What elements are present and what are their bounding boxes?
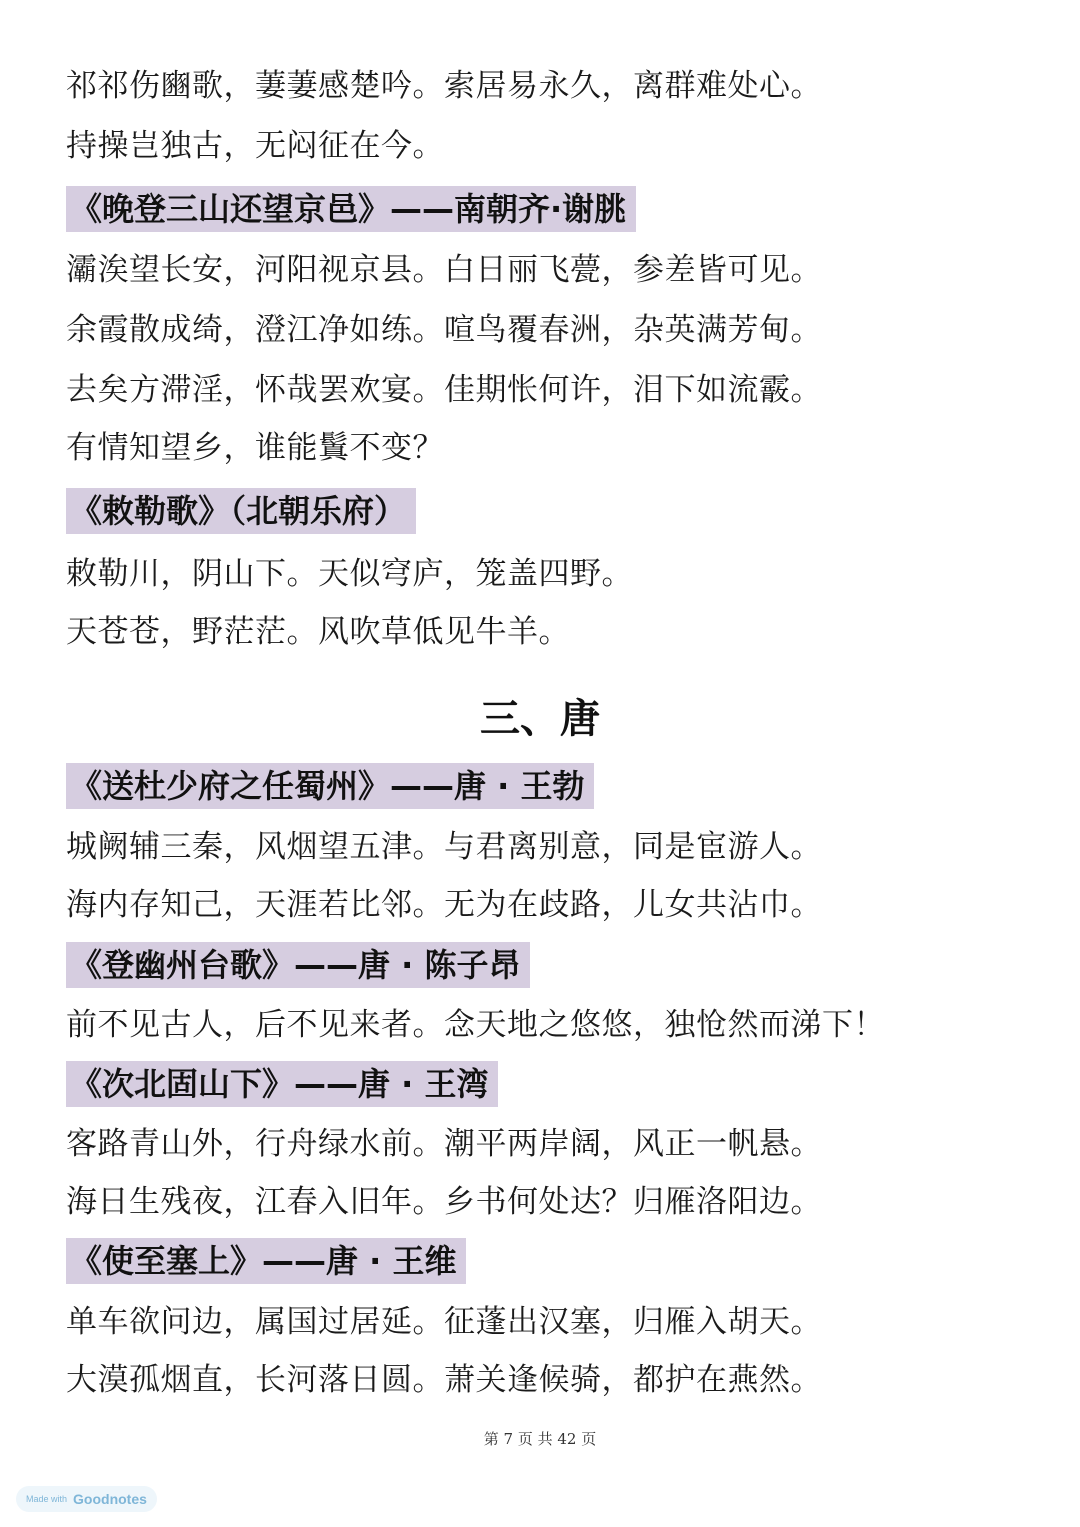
poem-line: 单车欲问边，属国过居延。征蓬出汉塞，归雁入胡天。 bbox=[66, 1304, 822, 1340]
goodnotes-badge bbox=[16, 1486, 157, 1512]
poem-line: 祁祁伤豳歌，萋萋感楚吟。索居易永久，离群难处心。 bbox=[66, 68, 822, 104]
poem-line: 敕勒川，阴山下。天似穹庐，笼盖四野。 bbox=[66, 556, 633, 592]
poem-line: 余霞散成绮，澄江净如练。喧鸟覆春洲，杂英满芳甸。 bbox=[66, 312, 822, 348]
poem-line: 城阙辅三秦，风烟望五津。与君离别意，同是宦游人。 bbox=[66, 829, 822, 865]
poem-line: 灞涘望长安，河阳视京县。白日丽飞甍，参差皆可见。 bbox=[66, 252, 822, 288]
poem-line: 大漠孤烟直，长河落日圆。萧关逢候骑，都护在燕然。 bbox=[66, 1362, 822, 1398]
poem-line: 海日生残夜，江春入旧年。乡书何处达？归雁洛阳边。 bbox=[66, 1184, 822, 1220]
section-heading: 三、唐 bbox=[480, 696, 600, 742]
page-footer: 第 7 页 共 42 页 bbox=[483, 1430, 597, 1448]
poem-line: 有情知望乡，谁能鬒不变？ bbox=[66, 430, 444, 466]
poem-line: 持操岂独古，无闷征在今。 bbox=[66, 128, 444, 164]
badge-brand: Goodnotes bbox=[73, 1491, 147, 1507]
poem-title: 《次北固山下》——唐 · 王湾 bbox=[66, 1061, 498, 1107]
poem-title: 《送杜少府之任蜀州》——唐 · 王勃 bbox=[66, 763, 594, 809]
poem-line: 天苍苍，野茫茫。风吹草低见牛羊。 bbox=[66, 614, 570, 650]
badge-prefix: Made with bbox=[26, 1494, 68, 1504]
poem-line: 去矣方滞淫，怀哉罢欢宴。佳期怅何许，泪下如流霰。 bbox=[66, 372, 822, 408]
poem-title: 《敕勒歌》（北朝乐府） bbox=[66, 488, 416, 534]
poem-line: 客路青山外，行舟绿水前。潮平两岸阔，风正一帆悬。 bbox=[66, 1126, 822, 1162]
poem-line: 前不见古人，后不见来者。念天地之悠悠，独怆然而涕下！ bbox=[66, 1007, 885, 1043]
poem-title: 《晚登三山还望京邑》——南朝齐·谢朓 bbox=[66, 186, 636, 232]
poem-line: 海内存知己，天涯若比邻。无为在歧路，儿女共沾巾。 bbox=[66, 887, 822, 923]
poem-title: 《使至塞上》——唐 · 王维 bbox=[66, 1238, 466, 1284]
poem-title: 《登幽州台歌》——唐 · 陈子昂 bbox=[66, 942, 530, 988]
